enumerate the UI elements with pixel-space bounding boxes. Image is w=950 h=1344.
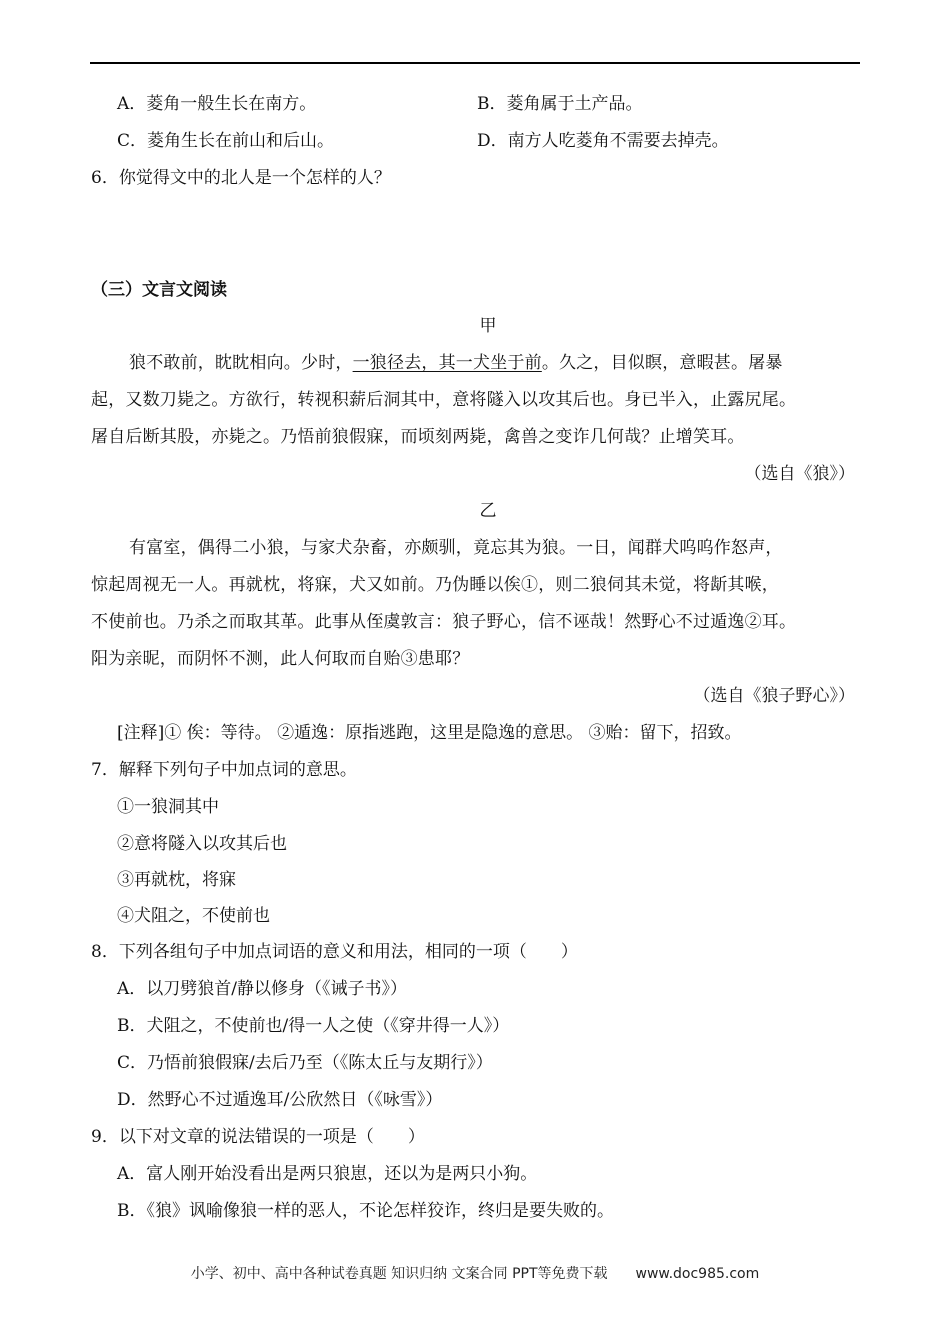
passage-a-line-1: 狼不敢前，眈眈相向。少时，一狼径去，其一犬坐于前。久之，目似瞑，意暇甚。屠暴 xyxy=(129,353,783,373)
question-7: 7．解释下列句子中加点词的意思。 xyxy=(91,760,357,780)
q7-item: ④犬阻之，不使前也 xyxy=(117,906,270,926)
q9-option-a: A．富人刚开始没看出是两只狼崽，还以为是两只小狗。 xyxy=(117,1164,538,1184)
header-rule xyxy=(90,62,860,64)
q7-item: ①一狼洞其中 xyxy=(117,797,219,817)
q9-option-b: B．《狼》讽喻像狼一样的恶人，不论怎样狡诈，终归是要失败的。 xyxy=(117,1201,614,1221)
q7-item: ②意将隧入以攻其后也 xyxy=(117,834,287,854)
q5-option-b: B．菱角属于土产品。 xyxy=(477,94,643,114)
passage-b-label: 乙 xyxy=(479,501,497,521)
footer-text: 小学、初中、高中各种试卷真题 知识归纳 文案合同 PPT等免费下载 www.doc985.com xyxy=(190,1266,760,1282)
annotation-note: [注释]① 俟：等待。 ②遁逸：原指逃跑，这里是隐逸的意思。 ③贻：留下，招致。 xyxy=(117,723,742,743)
passage-b-source: （选自《狼子野心》） xyxy=(693,686,855,706)
q8-option-a: A．以刀劈狼首/静以修身（《诫子书》） xyxy=(117,979,408,999)
q8-option-c: C．乃悟前狼假寐/去后乃至（《陈太丘与友期行》） xyxy=(117,1053,493,1073)
question-9: 9．以下对文章的说法错误的一项是（ ） xyxy=(91,1127,425,1147)
q5-option-c: C．菱角生长在前山和后山。 xyxy=(117,131,335,151)
section-title: （三）文言文阅读 xyxy=(91,280,227,300)
question-8: 8．下列各组句子中加点词语的意义和用法，相同的一项（ ） xyxy=(91,942,578,962)
q8-option-d: D．然野心不过遁逸耳/公欣然日（《咏雪》） xyxy=(117,1090,443,1110)
q8-option-b: B．犬阻之，不使前也/得一人之使（《穿井得一人》） xyxy=(117,1016,510,1036)
q5-option-d: D．南方人吃菱角不需要去掉壳。 xyxy=(477,131,729,151)
passage-b-line-3: 不使前也。乃杀之而取其革。此事从侄虞敦言：狼子野心，信不诬哉！然野心不过遁逸②耳。 xyxy=(91,612,797,632)
passage-b-line-2: 惊起周视无一人。再就枕，将寐，犬又如前。乃伪睡以俟①，则二狼伺其未觉，将龂其喉， xyxy=(91,575,779,595)
q7-item: ③再就枕，将寐 xyxy=(117,870,236,890)
passage-a-line-3: 屠自后断其股，亦毙之。乃悟前狼假寐，而顷刻两毙，禽兽之变诈几何哉？止增笑耳。 xyxy=(91,427,745,447)
passage-b-line-1: 有富室，偶得二小狼，与家犬杂畜，亦颇驯，竟忘其为狼。一日，闻群犬呜呜作怒声， xyxy=(129,538,783,558)
question-6: 6．你觉得文中的北人是一个怎样的人？ xyxy=(91,168,391,188)
passage-b-line-4: 阳为亲昵，而阴怀不测，此人何取而自贻③患耶？ xyxy=(91,649,470,669)
underlined-sentence: 一狼径去，其一犬坐于前 xyxy=(352,353,542,373)
q5-option-a: A．菱角一般生长在南方。 xyxy=(117,94,317,114)
passage-a-label: 甲 xyxy=(479,316,497,336)
passage-a-source: （选自《狼》） xyxy=(744,464,855,484)
passage-a-line-2: 起，又数刀毙之。方欲行，转视积薪后洞其中，意将隧入以攻其后也。身已半入，止露尻尾。 xyxy=(91,390,797,410)
